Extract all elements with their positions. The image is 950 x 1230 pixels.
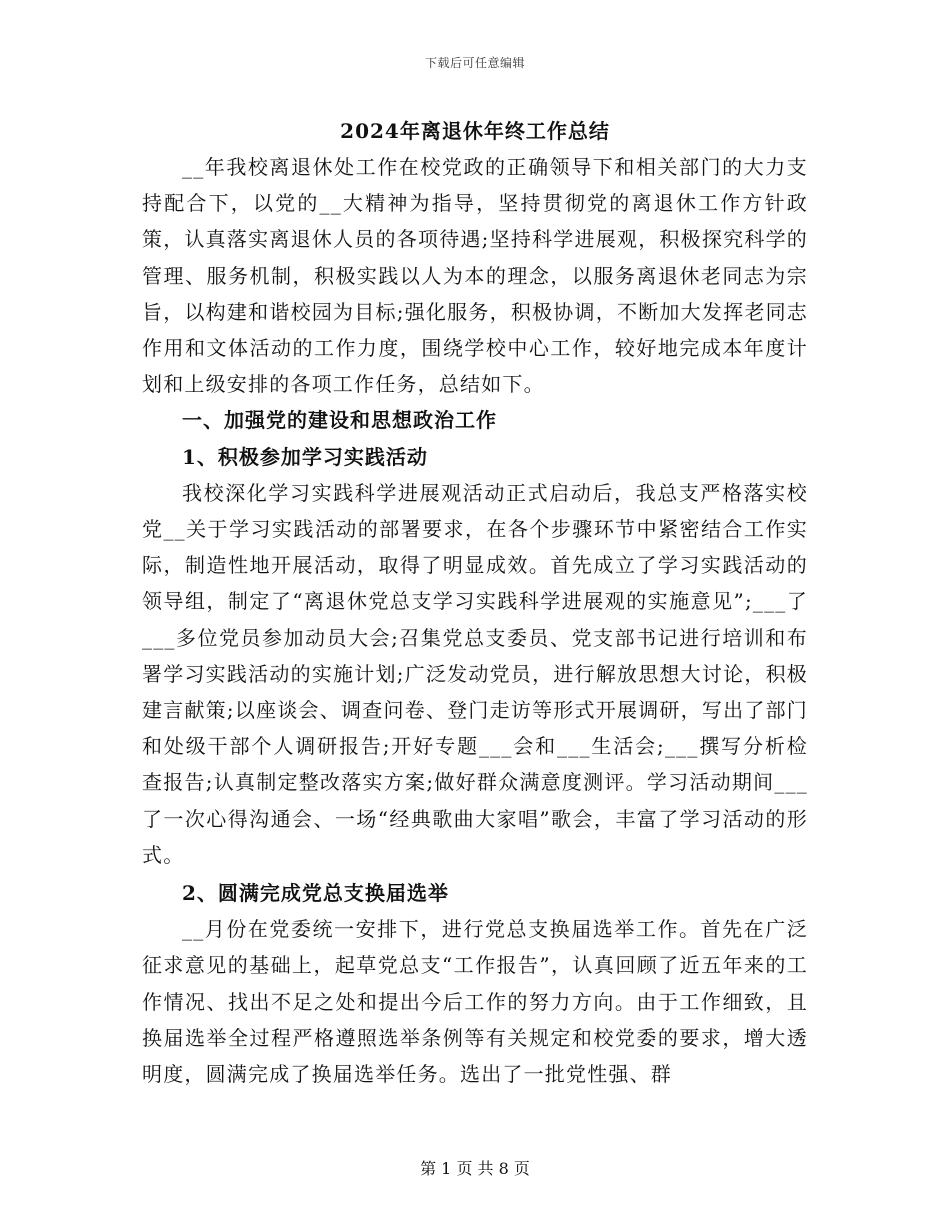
document-title: 2024年离退休年终工作总结 <box>340 119 610 143</box>
intro-paragraph: __年我校离退休处工作在校党政的正确领导下和相关部门的大力支持配合下，以党的__大精神为指导，坚持贯彻党的离退休工作方针政策，认真落实离退休人员的各项待遇;坚持科学进展观，积极探究科学的管理、服务机制，积极实践以人为本的理念，以服务离退休老同志为宗旨，以构建和谐校园为目标;强化服务，积极协调，不断加大发挥老同志作用和文体活动的工作力度，围绕学校中心工作，较好地完成本年度计划和上级安排的各项工作任务，总结如下。 <box>142 155 808 397</box>
page-footer: 第 1 页 共 8 页 <box>420 1159 530 1178</box>
section-heading-1: 一、加强党的建设和思想政治工作 <box>182 408 497 433</box>
subsection-2-paragraph: __月份在党委统一安排下，进行党总支换届选举工作。首先在广泛征求意见的基础上，起草党总支“工作报告”，认真回顾了近五年来的工作情况、找出不足之处和提出今后工作的努力方向。由于工作细致，且换届选举全过程严格遵照选举条例等有关规定和校党委的要求，增大透明度，圆满完成了换届选举任务。选出了一批党性强、群 <box>142 917 808 1087</box>
subsection-1-paragraph: 我校深化学习实践科学进展观活动正式启动后，我总支严格落实校党__关于学习实践活动的部署要求，在各个步骤环节中紧密结合工作实际，制造性地开展活动，取得了明显成效。首先成立了学习实践活动的领导组，制定了“离退休党总支学习实践科学进展观的实施意见”;___了___多位党员参加动员大会;召集党总支委员、党支部书记进行培训和布署学习实践活动的实施计划;广泛发动党员，进行解放思想大讨论，积极建言献策;以座谈会、调查问卷、登门走访等形式开展调研，写出了部门和处级干部个人调研报告;开好专题___会和___生活会;___撰写分析检查报告;认真制定整改落实方案;做好群众满意度测评。学习活动期间___了一次心得沟通会、一场“经典歌曲大家唱”歌会，丰富了学习活动的形式。 <box>142 480 808 867</box>
subsection-heading-1: 1、积极参加学习实践活动 <box>182 444 428 469</box>
document-body <box>142 113 808 1092</box>
header-note: 下载后可任意编辑 <box>424 56 525 70</box>
subsection-heading-2: 2、圆满完成党总支换届选举 <box>182 881 449 906</box>
